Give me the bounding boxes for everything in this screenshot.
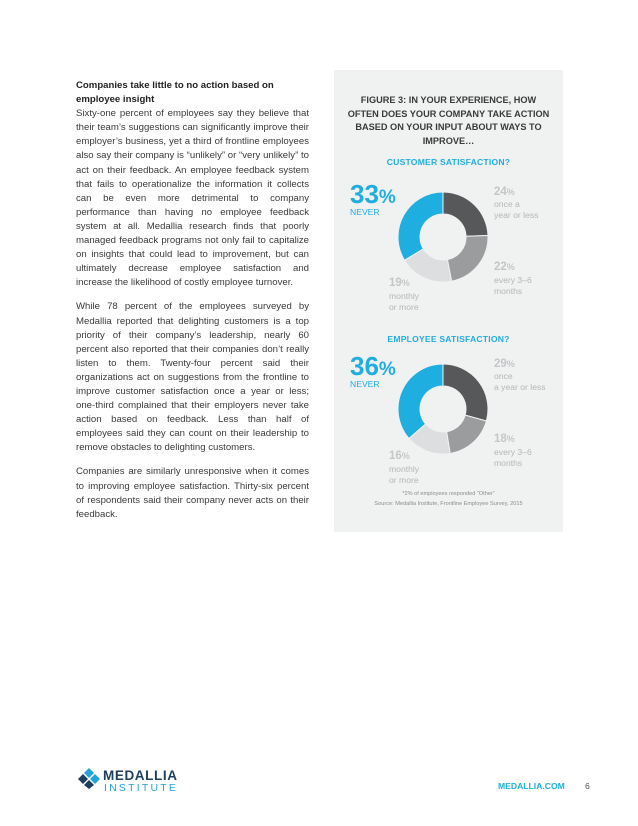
sub-label-customer-b2: months [494, 286, 523, 296]
article-paragraph-1: Sixty-one percent of employees say they believe that their team’s suggestions can significantly improve their employer’s business, yet a third of frontline employees also say their company is “unlikely” or “very unlikely” to act on their feedback. An employee feedback system that fails to operationalize the information it collects can be even more detrimental to company performance than having no employee feedback system at all. Medallia research finds that poorly managed feedback programs not only fail to capitalize on insights that could lead to improvement, but can ultimately decrease employee satisfaction and increase the likelihood of costly employee turnover. [76, 108, 309, 289]
article-paragraph-3: Companies are similarly unresponsive when it comes to improving employee satisfaction. Thirty-six percent of respondents said their company never acts on their feedback. [76, 466, 309, 520]
pct-symbol: % [378, 359, 396, 380]
sub-label-employee-c2: or more [389, 475, 419, 485]
employee-satisfaction-donut [397, 363, 489, 455]
logo-wordmark-top: MEDALLIA [103, 768, 178, 783]
pct-symbol: % [401, 278, 410, 288]
figure-panel [334, 70, 563, 532]
sub-label-employee-a2: a year or less [494, 382, 546, 392]
customer-satisfaction-donut [397, 191, 489, 283]
article-paragraph-2: While 78 percent of the employees surveyed by Medallia reported that delighting customers is a top priority of their company’s leadership, nearly 60 percent also reported that their companies don’t really listen to them. Twenty-four percent said their organizations act on suggestions from the frontline to improve customer satisfaction once a year or less; one-third complained that their employers never take action based on feedback. Less than half of employees said they can count on their leadership to remove obstacles to delighting customers. [76, 301, 309, 454]
pct-label-customer-b-value: 22 [494, 261, 507, 273]
footer-site-link[interactable]: MEDALLIA.COM [498, 781, 565, 791]
pct-label-customer-c [389, 277, 410, 289]
pct-label-employee-b-value: 18 [494, 433, 507, 445]
donut-slice-0-2 [447, 236, 488, 282]
donut-slice-1-2 [447, 415, 487, 453]
medallia-logo-icon [78, 767, 100, 789]
never-pct-employee-value: 36 [350, 351, 379, 381]
never-label-employee: NEVER [350, 379, 380, 389]
donut-slice-1-1 [443, 364, 488, 421]
never-label-customer: NEVER [350, 207, 380, 217]
pct-label-employee-a [494, 358, 515, 370]
pct-label-customer-a-value: 24 [494, 186, 507, 198]
pct-symbol: % [506, 187, 515, 197]
pct-label-customer-c-value: 19 [389, 277, 402, 289]
pct-symbol: % [506, 262, 515, 272]
figure-source: Source: Medallia Institute, Frontline Employee Survey, 2015 [374, 501, 523, 507]
sub-label-customer-c1: monthly [389, 291, 420, 301]
sub-label-employee-a1: once [494, 371, 513, 381]
pct-label-employee-c-value: 16 [389, 450, 402, 462]
sub-label-employee-b2: months [494, 458, 523, 468]
pct-symbol: % [378, 187, 396, 208]
pct-label-employee-a-value: 29 [494, 358, 507, 370]
donut-slice-0-1 [443, 192, 488, 236]
sub-label-customer-a2: year or less [494, 210, 539, 220]
chart-title-employee: EMPLOYEE SATISFACTION? [387, 334, 510, 344]
sub-label-employee-c1: monthly [389, 464, 420, 474]
pct-label-employee-c [389, 450, 410, 462]
sub-label-employee-b1: every 3–6 [494, 447, 532, 457]
never-pct-customer-value: 33 [350, 179, 379, 209]
chart-title-customer: CUSTOMER SATISFACTION? [386, 157, 511, 167]
logo-wordmark-bottom: INSTITUTE [104, 782, 179, 794]
pct-symbol: % [401, 451, 410, 461]
donut-slice-1-0 [398, 364, 443, 438]
sub-label-customer-a1: once a [494, 199, 520, 209]
pct-label-employee-b [494, 433, 515, 445]
sub-label-customer-b1: every 3–6 [494, 275, 532, 285]
page-number: 6 [585, 781, 590, 791]
figure-title: FIGURE 3: IN YOUR EXPERIENCE, HOW OFTEN DOES YOUR COMPANY TAKE ACTION BASED ON YOUR INPUT ABOUT WAYS TO IMPROVE… [347, 95, 550, 146]
pct-label-customer-b [494, 261, 515, 273]
article-column [76, 79, 309, 532]
sub-label-customer-c2: or more [389, 302, 419, 312]
pct-symbol: % [506, 434, 515, 444]
pct-label-customer-a [494, 186, 515, 198]
pct-symbol: % [506, 359, 515, 369]
article-heading: Companies take little to no action based on employee insight [76, 80, 274, 106]
figure-note: *2% of employees responded “Other” [402, 491, 495, 497]
